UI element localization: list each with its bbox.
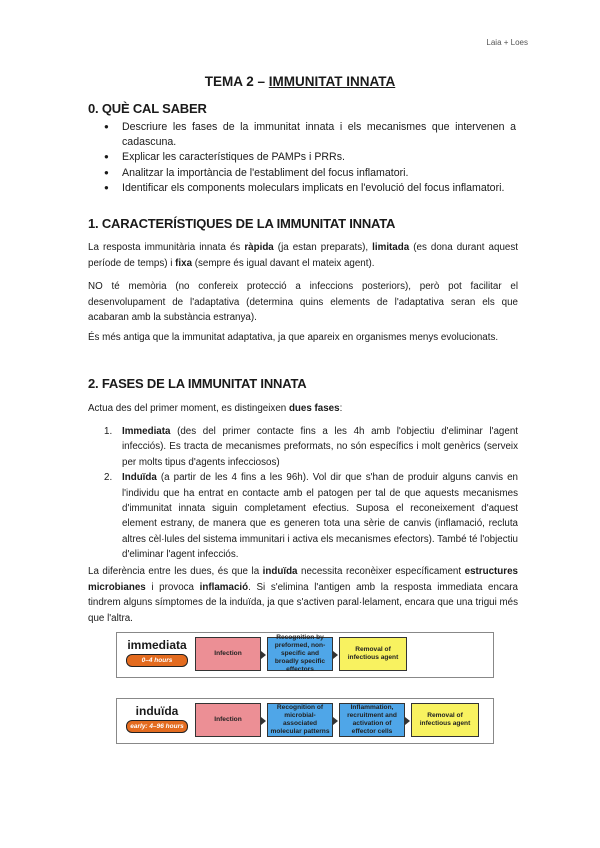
paragraph-memory: NO té memòria (no confereix protecció a infeccions posteriors), però pot facilitar el desenvolupament de l'adaptativa (determina quins elements de l'adaptativa seran els que acabaran amb la substància estranya). [88,281,518,324]
diagram-row-induced [116,698,494,744]
innate-immunity-phases-diagram [116,632,492,744]
list-item: ● Identificar els components moleculars implicats en l'evolució del focus inflamatori. [104,181,516,196]
arrow-icon [333,717,338,725]
page-title [0,74,600,89]
section-2-heading: 2. FASES DE LA IMMUNITAT INNATA [88,376,307,391]
paragraph-innate-properties: La resposta immunitària innata és ràpida (ja estan preparats), limitada (es dona durant aquest període de temps) i fixa (sempre és igual davant el mateix agent). [88,242,518,269]
section-0-heading: 0. QUÈ CAL SABER [88,101,207,116]
title-prefix: TEMA 2 – [204,74,269,89]
time-badge: early: 4–96 hours [126,720,188,733]
page-header-author: Laia + Loes [486,38,528,47]
time-badge: 0–4 hours [126,654,188,667]
title-main: IMMUNITAT INNATA [268,74,396,89]
list-item: 2. Induïda (a partir de les 4 fins a les 96h). Vol dir que s'han de produir alguns canvis en l'individu que ha entrat en contacte amb el patogen per tal de que aquests mecanismes d'immunitat innata siguin completament efectius. Suposa el reconeixement d'aquest element estrany, de manera que es generen tota una sèrie de canvis (inflamació, recluta altres cèl·lules del sistema immunitari i activa els mecanismes efectors). També té l'objectiu d'eliminar l'agent infecciós. [104,472,518,561]
infection-box: Infection [195,637,261,671]
list-item: ● Descriure les fases de la immunitat innata i els mecanismes que intervenen a cadascuna. [104,120,516,149]
section-1-heading: 1. CARACTERÍSTIQUES DE LA IMMUNITAT INNATA [88,216,396,231]
phase-label [120,636,194,674]
arrow-icon [333,651,338,659]
removal-box: Removal of infectious agent [411,703,479,737]
inflammation-box: Inflammation, recruitment and activation of effector cells [339,703,405,737]
phases-list [104,424,518,563]
removal-box: Removal of infectious agent [339,637,407,671]
objectives-list [104,120,516,197]
paragraph-difference: La diferència entre les dues, és que la induïda necessita reconèixer específicament estructures microbianes i provoca inflamació. Si s'elimina l'antigen amb la resposta immediata encara tindrem alguns símptomes de la induïda, ja que s'activen paral·lelament, encara que una trigui més que l'altra. [88,566,519,624]
arrow-icon [405,717,410,725]
recognition-box: Recognition of microbial-associated molecular patterns [267,703,333,737]
diagram-row-immediate [116,632,494,678]
infection-box: Infection [195,703,261,737]
arrow-icon [261,717,266,725]
paragraph-phases-intro: Actua des del primer moment, es distingeixen dues fases: [88,403,343,414]
phase-name: induïda [135,704,179,718]
paragraph-antiquity: És més antiga que la immunitat adaptativa, ja que apareix en organismes menys evolucionats. [88,332,499,343]
list-item: ● Analitzar la importància de l'establiment del focus inflamatori. [104,166,516,181]
list-item: ● Explicar les característiques de PAMPs i PRRs. [104,150,516,165]
phase-label [120,702,194,740]
list-item: 1. Immediata (des del primer contacte fins a les 4h amb l'objectiu d'eliminar l'agent infecciós). Es tracta de mecanismes preformats, no són específics i molt genèrics (serveix per molts tipus d'agents infecciosos) [104,426,518,468]
recognition-box: Recognition by preformed, non-specific and broadly specific effectors [267,637,333,671]
phase-name: immediata [127,638,187,652]
arrow-icon [261,651,266,659]
